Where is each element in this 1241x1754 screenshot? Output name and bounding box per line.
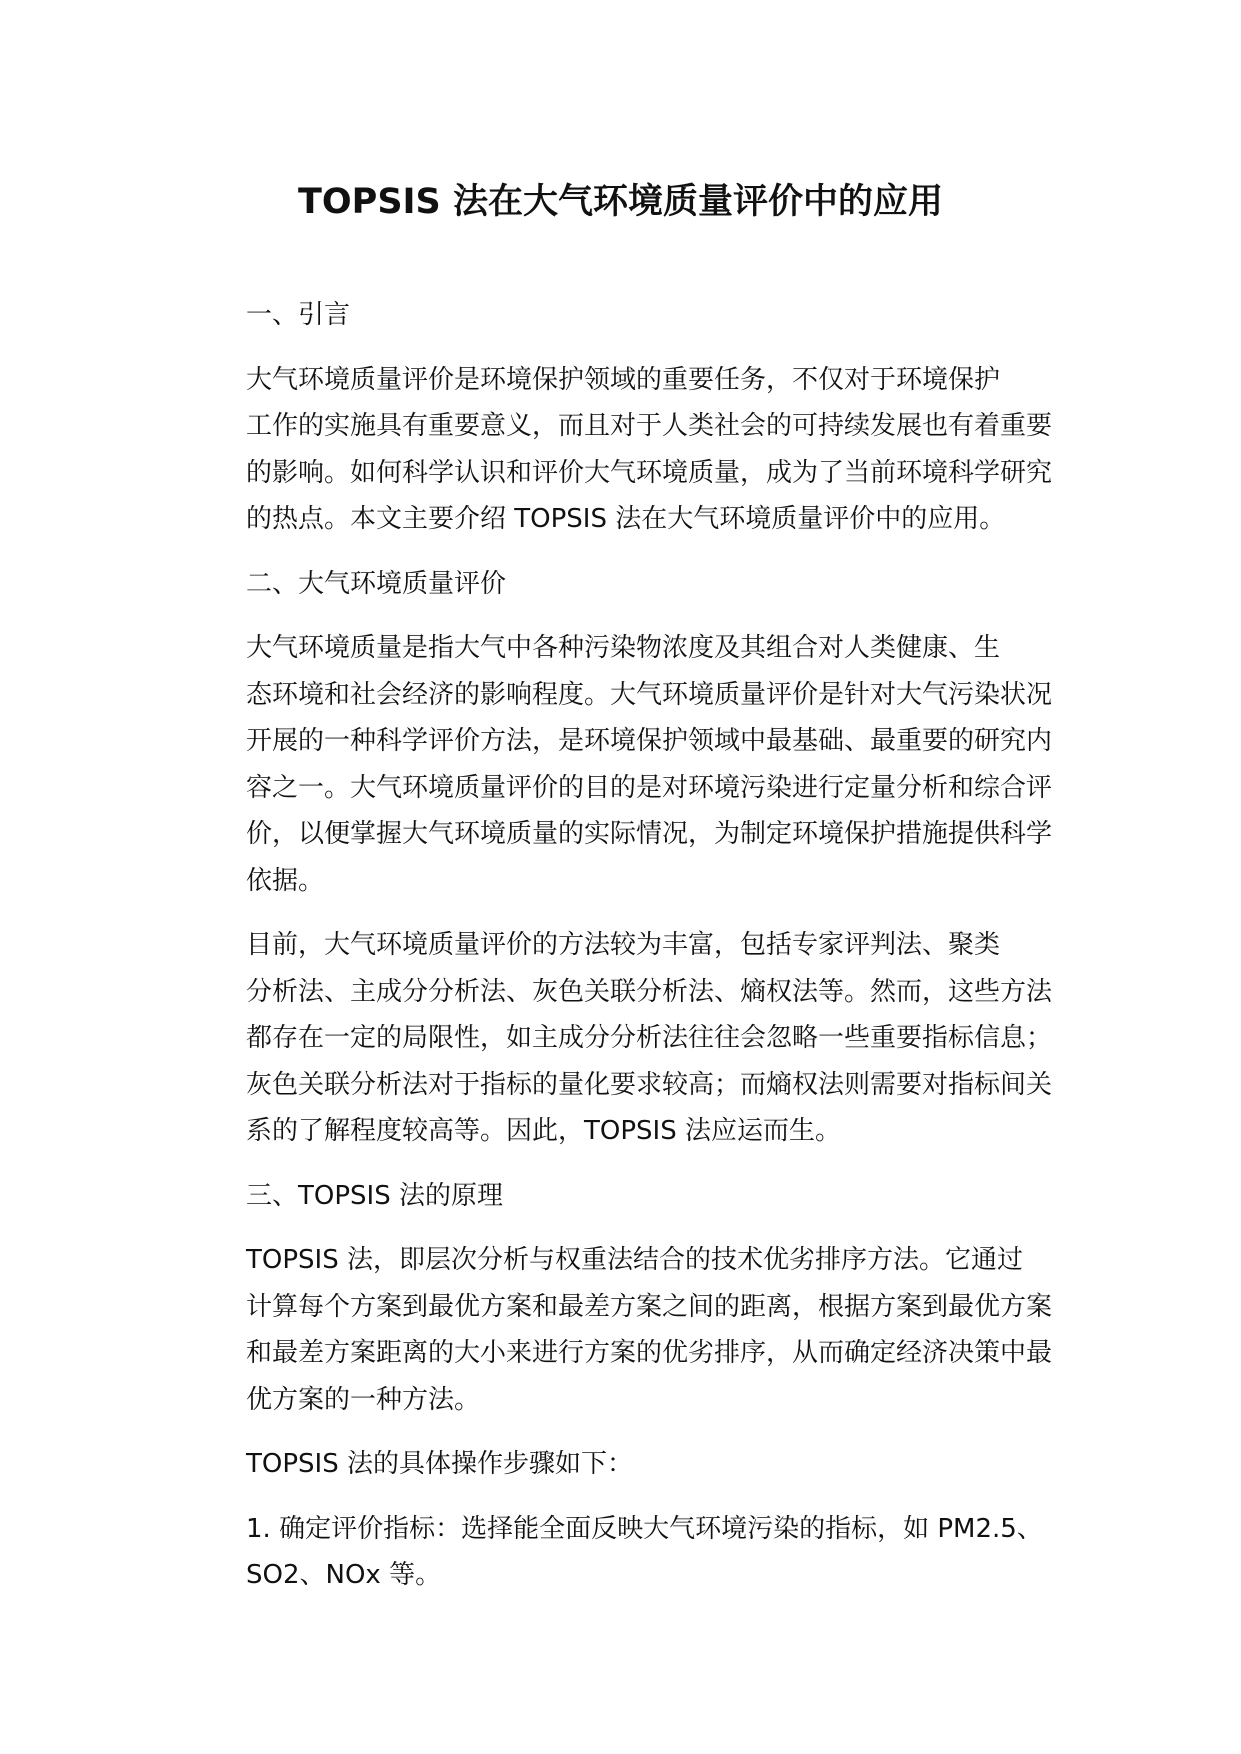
document-title: TOPSIS 法在大气环境质量评价中的应用 <box>298 182 943 222</box>
text-line: 的热点。本文主要介绍 TOPSIS 法在大气环境质量评价中的应用。 <box>246 504 1006 534</box>
text-line: 三、TOPSIS 法的原理 <box>246 1180 503 1211</box>
section-heading <box>188 561 1078 608</box>
text-line: 都存在一定的局限性，如主成分分析法往往会忽略一些重要指标信息； <box>246 1023 1053 1053</box>
text-line: 二、大气环境质量评价 <box>246 568 507 599</box>
text-line: 计算每个方案到最优方案和最差方案之间的距离，根据方案到最优方案 <box>246 1291 1053 1322</box>
text-line: 的影响。如何科学认识和评价大气环境质量，成为了当前环境科学研究 <box>246 457 1053 488</box>
text-line: 1. 确定评价指标：选择能全面反映大气环境污染的指标，如 PM2.5、 <box>246 1513 1043 1544</box>
paragraph <box>188 922 1078 1155</box>
paragraph <box>188 1237 1078 1423</box>
text-line: 态环境和社会经济的影响程度。大气环境质量评价是针对大气污染状况 <box>246 679 1053 710</box>
text-line: 大气环境质量评价是环境保护领域的重要任务，不仅对于环境保护 <box>246 364 1001 395</box>
text-line: TOPSIS 法，即层次分析与权重法结合的技术优劣排序方法。它通过 <box>246 1245 1023 1275</box>
text-line: 大气环境质量是指大气中各种污染物浓度及其组合对人类健康、生 <box>246 633 1001 663</box>
paragraph <box>188 1506 1078 1599</box>
text-line: 开展的一种科学评价方法，是环境保护领域中最基础、最重要的研究内 <box>246 726 1053 756</box>
text-line: 灰色关联分析法对于指标的量化要求较高；而熵权法则需要对指标间关 <box>246 1069 1053 1100</box>
text-line: SO2、NOx 等。 <box>246 1560 442 1590</box>
text-line: 一、引言 <box>246 300 351 330</box>
document-body <box>188 292 1078 1617</box>
text-line: 分析法、主成分分析法、灰色关联分析法、熵权法等。然而，这些方法 <box>246 976 1053 1007</box>
text-line: 容之一。大气环境质量评价的目的是对环境污染进行定量分析和综合评 <box>246 772 1053 803</box>
text-line: TOPSIS 法的具体操作步骤如下： <box>246 1449 633 1479</box>
paragraph <box>188 625 1078 904</box>
text-line: 目前，大气环境质量评价的方法较为丰富，包括专家评判法、聚类 <box>246 930 1001 960</box>
section-heading <box>188 1441 1078 1488</box>
text-line: 和最差方案距离的大小来进行方案的优劣排序，从而确定经济决策中最 <box>246 1338 1053 1368</box>
section-heading <box>188 1173 1078 1220</box>
text-line: 系的了解程度较高等。因此，TOPSIS 法应运而生。 <box>246 1116 841 1146</box>
section-heading <box>188 292 1078 339</box>
text-line: 依据。 <box>246 865 325 896</box>
text-line: 工作的实施具有重要意义，而且对于人类社会的可持续发展也有着重要 <box>246 411 1053 441</box>
text-line: 价，以便掌握大气环境质量的实际情况，为制定环境保护措施提供科学 <box>246 819 1053 849</box>
paragraph <box>188 357 1078 543</box>
text-line: 优方案的一种方法。 <box>246 1384 481 1415</box>
